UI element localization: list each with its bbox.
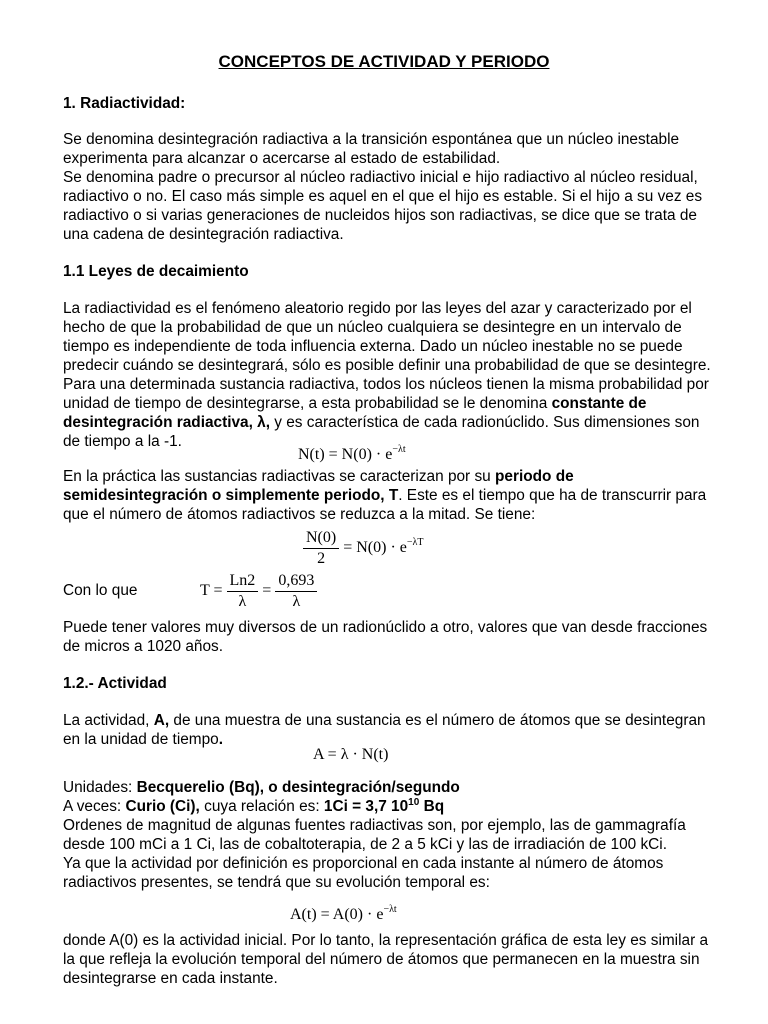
paragraph-line: En la práctica las sustancias radiactivas se caracterizan por su periodo de (63, 468, 574, 485)
paragraph-line: de tiempo a la -1. (63, 433, 182, 450)
heading-leyes-decaimiento: 1.1 Leyes de decaimiento (63, 263, 249, 280)
paragraph-line: A veces: Curio (Ci), cuya relación es: 1Ci = 3,7 $10^{10}$ Bq (63, 797, 445, 815)
paragraph-line: radiactivo o si varias generaciones de nucleidos hijos son radiactivas, se dice que se trata de (63, 207, 697, 224)
paragraph-line: Ordenes de magnitud de algunas fuentes radiactivas son, por ejemplo, las de gammagrafía (63, 817, 686, 834)
paragraph-line: de micros a 1020 años. (63, 638, 223, 655)
paragraph-line: la que refleja la evolución temporal del número de átomos que permanecen en la muestra sin (63, 951, 700, 968)
term-ci-relation: 1Ci = 3,7 $10^{10}$ Bq (323, 797, 445, 815)
paragraph-line: Para una determinada sustancia radiactiva, todos los núcleos tienen la misma probabilidad por (63, 376, 709, 393)
label-con-lo-que: Con lo que (63, 582, 138, 599)
fraction: $\frac{N(0)}{2}$ (303, 528, 339, 569)
paragraph-line: Puede tener valores muy diversos de un radionúclido a otro, valores que van desde fracciones (63, 619, 708, 636)
heading-radiactividad: 1. Radiactividad: (63, 95, 186, 112)
equation-period: T = $\frac{Ln2}{\lambda}$ = $\frac{0,693}{\lambda}$ (200, 571, 317, 612)
term-becquerelio: Becquerelio (Bq), o desintegración/segundo (136, 779, 460, 796)
paragraph-line: Ya que la actividad por definición es proporcional en cada instante al número de átomos (63, 855, 664, 872)
paragraph-line: que el número de átomos radiactivos se reduzca a la mitad. Se tiene: (63, 506, 536, 523)
term-desintegracion: desintegración radiactiva, λ, (63, 414, 270, 431)
paragraph-line: desintegración radiactiva, λ, y es característica de cada radionúclido. Sus dimensiones son (63, 414, 700, 431)
paragraph-line: La actividad, A, de una muestra de una sustancia es el número de átomos que se desintegran (63, 712, 706, 729)
heading-actividad: 1.2.- Actividad (63, 675, 167, 692)
paragraph-line: en la unidad de tiempo. (63, 731, 224, 748)
paragraph-line: desde 100 mCi a 1 Ci, las de cobaltoterapia, de 2 a 5 kCi y las de irradiación de 100 kCi. (63, 836, 667, 853)
equation-activity: A = λ · N(t) (313, 746, 389, 763)
paragraph-line: Unidades: Becquerelio (Bq), o desintegración/segundo (63, 779, 460, 796)
fraction: $\frac{Ln2}{\lambda}$ (227, 571, 259, 612)
equation-half-life: $\frac{N(0)}{2}$ = $N(0) \cdot e^{-\lambda T}$ (303, 528, 424, 569)
term-curio: Curio (Ci), (125, 798, 200, 815)
paragraph-line: semidesintegración o simplemente periodo, T. Este es el tiempo que ha de transcurrir para (63, 487, 707, 504)
paragraph-line: desintegrarse en cada instante. (63, 970, 278, 987)
paragraph-line: donde A(0) es la actividad inicial. Por lo tanto, la representación gráfica de esta ley es similar a (63, 932, 709, 949)
paragraph-line: unidad de tiempo de desintegrarse, a esta probabilidad se le denomina constante de (63, 395, 647, 412)
paragraph-line: Se denomina padre o precursor al núcleo radiactivo inicial e hijo radiactivo al núcleo residual, (63, 169, 698, 186)
term-constante: constante de (551, 395, 647, 412)
paragraph-line: La radiactividad es el fenómeno aleatorio regido por las leyes del azar y caracterizado por el (63, 300, 692, 317)
paragraph-line: una cadena de desintegración radiactiva. (63, 226, 344, 243)
paragraph-line: radiactivo o no. El caso más simple es aquel en el que el hijo es estable. Si el hijo a su vez es (63, 188, 703, 205)
fraction: $\frac{0,693}{\lambda}$ (275, 571, 317, 612)
paragraph-line: hecho de que la probabilidad de que un núcleo cualquiera se desintegre en un intervalo de (63, 319, 682, 336)
equation-activity-decay: $A(t) = A(0) \cdot e^{-\lambda t}$ (290, 904, 397, 923)
term-periodo: periodo de (495, 468, 574, 485)
page-title: CONCEPTOS DE ACTIVIDAD Y PERIODO (218, 52, 550, 71)
paragraph-line: Se denomina desintegración radiactiva a la transición espontánea que un núcleo inestable (63, 131, 680, 148)
paragraph-line: experimenta para alcanzar o acercarse al estado de estabilidad. (63, 150, 501, 167)
term-a: A, (153, 712, 170, 729)
paragraph-line: radiactivos presentes, se tendrá que su evolución temporal es: (63, 874, 490, 891)
paragraph-line: predecir cuándo se desintegrará, sólo es posible definir una probabilidad de que se desintegre. (63, 357, 711, 374)
term-semidesintegracion: semidesintegración o simplemente periodo, T (63, 487, 399, 504)
paragraph-line: tiempo es independiente de toda influencia externa. Dado un núcleo inestable no se puede (63, 338, 683, 355)
equation-decay-law: $N(t) = N(0) \cdot e^{-\lambda t}$ (298, 444, 406, 463)
